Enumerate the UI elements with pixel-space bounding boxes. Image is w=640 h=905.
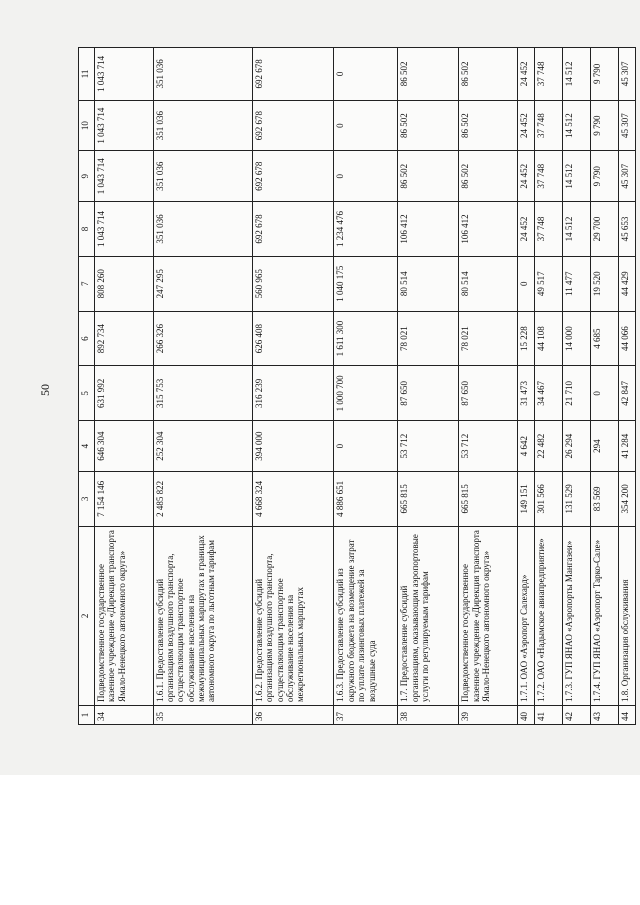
value-cell: 1 040 175 bbox=[334, 256, 398, 311]
description-cell: 1.8. Организация обслуживания bbox=[618, 526, 635, 705]
value-cell: 22 482 bbox=[534, 421, 562, 472]
row-number-cell: 43 bbox=[590, 706, 618, 725]
row-number-cell: 37 bbox=[334, 706, 398, 725]
column-header: 10 bbox=[79, 100, 95, 151]
value-cell: 31 473 bbox=[517, 366, 534, 421]
value-cell: 665 815 bbox=[459, 471, 518, 526]
value-cell: 11 477 bbox=[562, 256, 590, 311]
value-cell: 49 517 bbox=[534, 256, 562, 311]
budget-table bbox=[78, 47, 636, 725]
value-cell: 24 452 bbox=[517, 48, 534, 101]
value-cell: 0 bbox=[517, 256, 534, 311]
table-row bbox=[618, 48, 635, 725]
value-cell: 631 992 bbox=[95, 366, 154, 421]
value-cell: 0 bbox=[334, 151, 398, 202]
rotated-table bbox=[78, 47, 636, 725]
description-cell: 1.7. Предоставление субсидий организациям, оказывающим аэропортовые услуги по регулируемым тарифам bbox=[398, 526, 459, 705]
value-cell: 78 021 bbox=[398, 311, 459, 366]
value-cell: 0 bbox=[334, 421, 398, 472]
value-cell: 19 520 bbox=[590, 256, 618, 311]
value-cell: 26 294 bbox=[562, 421, 590, 472]
value-cell: 252 304 bbox=[153, 421, 252, 472]
value-cell: 808 260 bbox=[95, 256, 154, 311]
value-cell: 45 307 bbox=[618, 151, 635, 202]
value-cell: 45 307 bbox=[618, 100, 635, 151]
value-cell: 351 036 bbox=[153, 100, 252, 151]
value-cell: 80 514 bbox=[398, 256, 459, 311]
value-cell: 0 bbox=[334, 100, 398, 151]
value-cell: 131 529 bbox=[562, 471, 590, 526]
description-cell: 1.6.2. Предоставление субсидий организациям воздушного транспорта, осуществляющим транспортное обслуживание населения на межрегиональных маршрутах bbox=[252, 526, 334, 705]
column-header: 6 bbox=[79, 311, 95, 366]
value-cell: 53 712 bbox=[398, 421, 459, 472]
value-cell: 1 234 476 bbox=[334, 202, 398, 257]
value-cell: 560 965 bbox=[252, 256, 334, 311]
value-cell: 29 700 bbox=[590, 202, 618, 257]
value-cell: 247 295 bbox=[153, 256, 252, 311]
value-cell: 892 734 bbox=[95, 311, 154, 366]
column-header: 3 bbox=[79, 471, 95, 526]
column-header: 7 bbox=[79, 256, 95, 311]
column-header: 1 bbox=[79, 706, 95, 725]
value-cell: 80 514 bbox=[459, 256, 518, 311]
value-cell: 692 678 bbox=[252, 151, 334, 202]
value-cell: 316 239 bbox=[252, 366, 334, 421]
value-cell: 106 412 bbox=[398, 202, 459, 257]
row-number-cell: 38 bbox=[398, 706, 459, 725]
value-cell: 14 512 bbox=[562, 151, 590, 202]
value-cell: 266 326 bbox=[153, 311, 252, 366]
description-cell: 1.7.1. ОАО «Аэропорт Салехард» bbox=[517, 526, 534, 705]
row-number-cell: 39 bbox=[459, 706, 518, 725]
table-row bbox=[534, 48, 562, 725]
description-cell: 1.7.4. ГУП ЯНАО «Аэропорт Тарко-Сале» bbox=[590, 526, 618, 705]
value-cell: 41 284 bbox=[618, 421, 635, 472]
value-cell: 86 502 bbox=[398, 151, 459, 202]
value-cell: 0 bbox=[590, 366, 618, 421]
value-cell: 14 512 bbox=[562, 48, 590, 101]
value-cell: 7 154 146 bbox=[95, 471, 154, 526]
value-cell: 351 036 bbox=[153, 151, 252, 202]
value-cell: 14 512 bbox=[562, 100, 590, 151]
value-cell: 86 502 bbox=[459, 151, 518, 202]
value-cell: 44 429 bbox=[618, 256, 635, 311]
value-cell: 15 228 bbox=[517, 311, 534, 366]
value-cell: 87 650 bbox=[459, 366, 518, 421]
column-header: 5 bbox=[79, 366, 95, 421]
row-number-cell: 35 bbox=[153, 706, 252, 725]
value-cell: 646 304 bbox=[95, 421, 154, 472]
value-cell: 14 000 bbox=[562, 311, 590, 366]
description-cell: 1.6.1. Предоставление субсидий организациям воздушного транспорта, осуществляющим транспортное обслуживание населения на межмуниципальных маршрутах в границах автономного округа по льготным тарифам bbox=[153, 526, 252, 705]
value-cell: 106 412 bbox=[459, 202, 518, 257]
column-header: 4 bbox=[79, 421, 95, 472]
page-number: 50 bbox=[38, 384, 52, 396]
value-cell: 78 021 bbox=[459, 311, 518, 366]
value-cell: 53 712 bbox=[459, 421, 518, 472]
value-cell: 1 043 714 bbox=[95, 100, 154, 151]
column-header: 9 bbox=[79, 151, 95, 202]
row-number-cell: 34 bbox=[95, 706, 154, 725]
value-cell: 86 502 bbox=[459, 48, 518, 101]
table-wrapper bbox=[78, 47, 636, 725]
value-cell: 294 bbox=[590, 421, 618, 472]
value-cell: 149 151 bbox=[517, 471, 534, 526]
table-row bbox=[562, 48, 590, 725]
value-cell: 9 790 bbox=[590, 151, 618, 202]
value-cell: 24 452 bbox=[517, 151, 534, 202]
value-cell: 37 748 bbox=[534, 151, 562, 202]
value-cell: 9 790 bbox=[590, 48, 618, 101]
value-cell: 692 678 bbox=[252, 48, 334, 101]
value-cell: 351 036 bbox=[153, 202, 252, 257]
description-cell: 1.6.3. Предоставление субсидий из окружного бюджета на возмещение затрат по уплате лизинговых платежей за воздушные суда bbox=[334, 526, 398, 705]
value-cell: 37 748 bbox=[534, 48, 562, 101]
value-cell: 354 200 bbox=[618, 471, 635, 526]
row-number-cell: 36 bbox=[252, 706, 334, 725]
value-cell: 44 066 bbox=[618, 311, 635, 366]
value-cell: 692 678 bbox=[252, 202, 334, 257]
value-cell: 45 307 bbox=[618, 48, 635, 101]
value-cell: 626 408 bbox=[252, 311, 334, 366]
column-header: 11 bbox=[79, 48, 95, 101]
value-cell: 1 611 300 bbox=[334, 311, 398, 366]
table-body bbox=[95, 48, 636, 725]
value-cell: 1 043 714 bbox=[95, 151, 154, 202]
value-cell: 34 467 bbox=[534, 366, 562, 421]
value-cell: 24 452 bbox=[517, 202, 534, 257]
value-cell: 4 668 324 bbox=[252, 471, 334, 526]
table-row bbox=[459, 48, 518, 725]
row-number-cell: 44 bbox=[618, 706, 635, 725]
column-header: 2 bbox=[79, 526, 95, 705]
value-cell: 86 502 bbox=[459, 100, 518, 151]
value-cell: 2 485 822 bbox=[153, 471, 252, 526]
value-cell: 4 886 651 bbox=[334, 471, 398, 526]
value-cell: 665 815 bbox=[398, 471, 459, 526]
value-cell: 394 000 bbox=[252, 421, 334, 472]
row-number-cell: 40 bbox=[517, 706, 534, 725]
description-cell: Подведомственное государственное казенное учреждение «Дирекция транспорта Ямало-Ненецкого автономного округа» bbox=[459, 526, 518, 705]
value-cell: 4 685 bbox=[590, 311, 618, 366]
table-row bbox=[398, 48, 459, 725]
value-cell: 692 678 bbox=[252, 100, 334, 151]
value-cell: 1 043 714 bbox=[95, 48, 154, 101]
value-cell: 351 036 bbox=[153, 48, 252, 101]
value-cell: 9 790 bbox=[590, 100, 618, 151]
value-cell: 37 748 bbox=[534, 100, 562, 151]
row-number-cell: 42 bbox=[562, 706, 590, 725]
table-row bbox=[252, 48, 334, 725]
value-cell: 24 452 bbox=[517, 100, 534, 151]
value-cell: 87 650 bbox=[398, 366, 459, 421]
value-cell: 21 710 bbox=[562, 366, 590, 421]
value-cell: 301 566 bbox=[534, 471, 562, 526]
value-cell: 42 847 bbox=[618, 366, 635, 421]
value-cell: 14 512 bbox=[562, 202, 590, 257]
table-row bbox=[334, 48, 398, 725]
value-cell: 4 642 bbox=[517, 421, 534, 472]
value-cell: 86 502 bbox=[398, 100, 459, 151]
value-cell: 0 bbox=[334, 48, 398, 101]
description-cell: 1.7.2. ОАО «Надымское авиапредприятие» bbox=[534, 526, 562, 705]
value-cell: 44 108 bbox=[534, 311, 562, 366]
table-row bbox=[517, 48, 534, 725]
table-row bbox=[590, 48, 618, 725]
description-cell: 1.7.3. ГУП ЯНАО «Аэропорты Мангазеи» bbox=[562, 526, 590, 705]
column-header: 8 bbox=[79, 202, 95, 257]
value-cell: 37 748 bbox=[534, 202, 562, 257]
value-cell: 83 569 bbox=[590, 471, 618, 526]
table-row bbox=[95, 48, 154, 725]
value-cell: 1 000 700 bbox=[334, 366, 398, 421]
value-cell: 45 653 bbox=[618, 202, 635, 257]
row-number-cell: 41 bbox=[534, 706, 562, 725]
table-row bbox=[153, 48, 252, 725]
value-cell: 86 502 bbox=[398, 48, 459, 101]
value-cell: 1 043 714 bbox=[95, 202, 154, 257]
description-cell: Подведомственное государственное казенное учреждение «Дирекция транспорта Ямало-Ненецкого автономного округа» bbox=[95, 526, 154, 705]
value-cell: 315 753 bbox=[153, 366, 252, 421]
header-row bbox=[79, 48, 95, 725]
